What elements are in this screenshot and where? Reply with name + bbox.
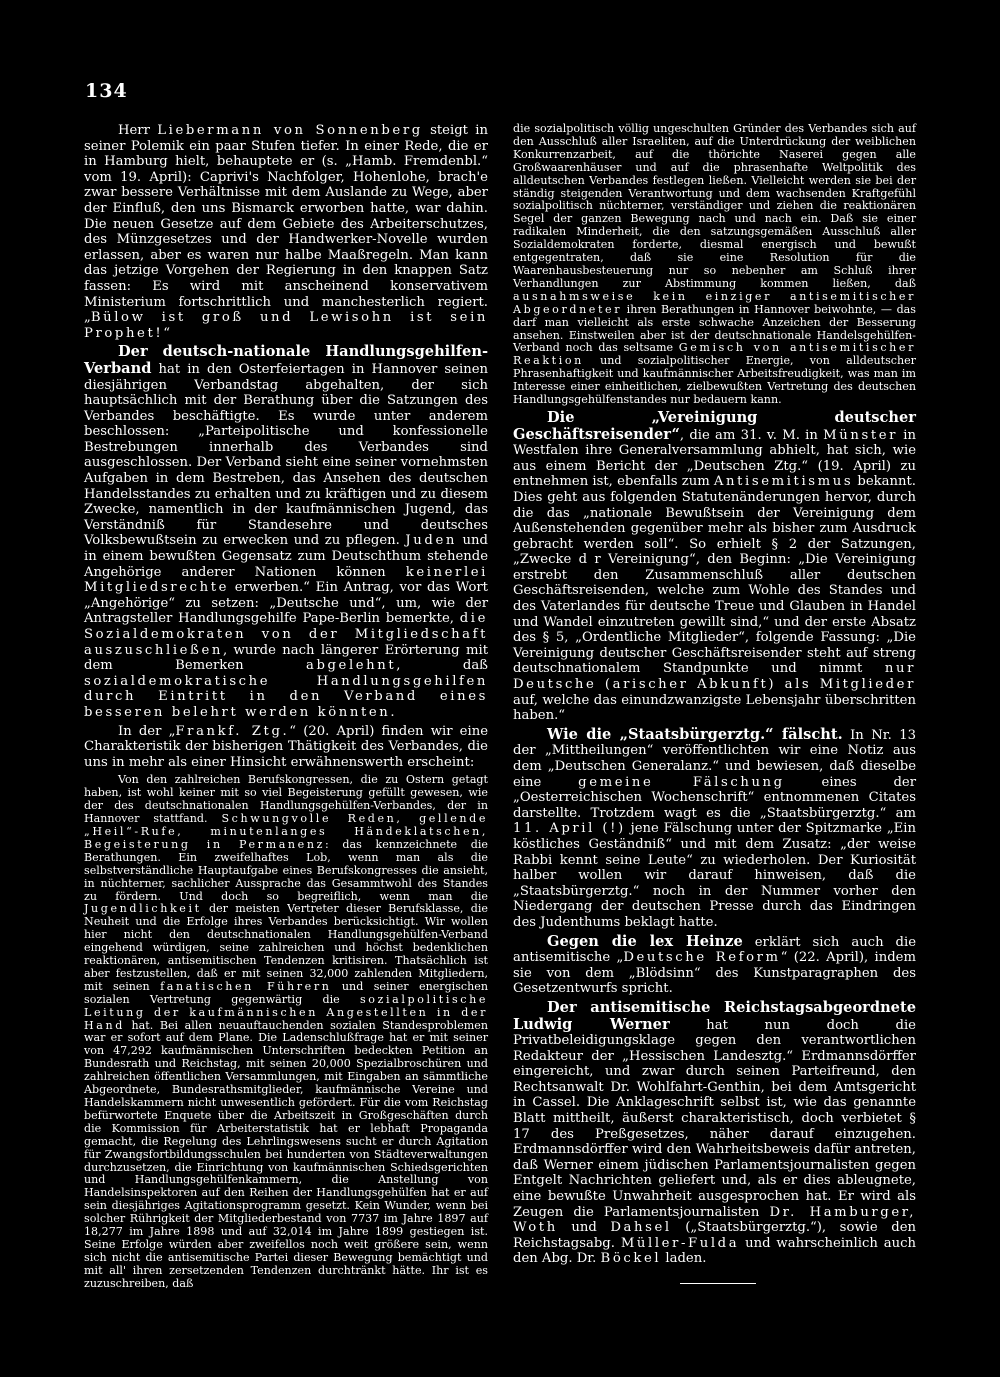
spaced-text: Böckel bbox=[600, 1251, 662, 1267]
text: und in einem bewußten Gegensatz zum Deutschthum stehende Angehörige anderer Nationen können bbox=[84, 533, 488, 580]
spaced-text: gemeine Fälschung bbox=[578, 774, 785, 790]
paragraph-geschaeftsreisende bbox=[513, 410, 916, 724]
spaced-text: fanatischen Führern bbox=[160, 979, 332, 993]
text: bekannt. Dies geht aus folgenden Statutenänderungen hervor, durch die das „nationale Bewußtsein der Vereinigung dem Außenstehenden gegenüber mehr als bisher zum Ausdruck gebracht werden soll“. So erhielt § 2 der Satzungen, „Zwecke d r Vereinigung“, den Beginn: „Die Vereinigung erstrebt den Zusammenschluß aller deutschen Geschäftsreisenden, welche zum Wohle des Standes und des Vaterlandes für deutsche Treue und Glauben in Handel und Wandel einzutreten gewillt sind,“ und der erste Absatz des § 5, „Ordentliche Mitglieder“, folgende Fassung: „Die Vereinigung deutscher Geschäftsreisender steht auf streng deutschnationalem Standpunkte und nimmt bbox=[513, 474, 916, 677]
paragraph-werner bbox=[513, 1000, 916, 1267]
text: ihren Berathungen in Hannover beiwohnte, — das darf man vielleicht als erste schwache Anzeichen der Besserung ansehen. Einstweilen aber ist der deutschnationale Handelsgehülfen-Verband noch das seltsame bbox=[513, 302, 916, 355]
spaced-text: die Sozialdemokraten von der Mitgliedschaft auszuschließen bbox=[84, 611, 488, 658]
text: hat. Bei allen neuauftauchenden sozialen Standesproblemen war er sofort auf dem Plane. Die Ladenschlußfrage hat er mit seiner von 47,292 kaufmännischen Unterschriften bedeckten Petition an Bundesrath und Reichstag, mit seinen 20,000 Spezialbroschüren und zahlreichen öffentlichen Versammlungen, mit Eingaben an sämmtliche Abgeordnete, Bundesrathsmitglieder, kaufmännische Vereine und Handelskammern nicht unwesentlich gefördert. Für die vom Reichstag befürwortete Enquete über die Arbeitszeit in Großgeschäften durch die Kommission für Arbeiterstatistik hat er lebhaft Propaganda gemacht, die Regelung des Lehrlingswesens sucht er durch Agitation für Zwangsfortbildungsschulen bei hunderten von Städteverwaltungen durchzusetzen, die Einrichtung von kaufmännischen Schiedsgerichten und Handlungsgehülfenkammern, die Anstellung von Handelsinspektoren auf den Reihen der Handlungsgehülfen hat er auf sein diesjähriges Agitationsprogramm gesetzt. Kein Wunder, wenn bei solcher Rührigkeit der Mitgliederbestand von 7737 im Jahre 1897 auf 18,277 im Jahre 1898 und auf 32,014 im Jahre 1899 gestiegen ist. Seine Erfolge würden aber zweifellos noch weit größere sein, wenn sich nicht die antisemitische Partei dieser Bewegung bemächtigt und mit all' ihren zersetzenden Tendenzen durchtränkt hätte. Ihr ist es zuzuschreiben, daß bbox=[84, 1018, 488, 1290]
spaced-text: Juden bbox=[405, 533, 457, 549]
text: : das kennzeichnete die Berathungen. Ein zweifelhaftes Lob, wenn man als die selbstverständliche Hauptaufgabe eines Berufskongresses die ansieht, in nüchterner, sachlicher Aussprache das Gesammtwohl des Standes zu fördern. Und doch so begreiflich, wenn man die bbox=[84, 837, 488, 903]
article-heading: Der deutsch-nationale Handlungsgehilfen-Verband bbox=[84, 343, 488, 377]
paragraph-staatsbuergerztg bbox=[513, 727, 916, 931]
text: “ bbox=[163, 325, 171, 341]
spaced-text: Dr. Hamburger, Woth bbox=[513, 1204, 917, 1236]
spaced-text: Dahsel bbox=[610, 1220, 672, 1236]
spaced-text: nur Deutsche (arischer Abkunft) als Mitglieder bbox=[513, 661, 916, 693]
spaced-text: sozialpolitische Leitung der kaufmännischen Angestellten in der Hand bbox=[84, 992, 488, 1032]
text: und sozialpolitischer Energie, von alldeutscher Phrasenhaftigkeit und kaufmännischer Arbeitsfreudigkeit, was man im Interesse einer einheitlichen, zielbewußten Vertretung des deutschen Handlungsgehülfenstandes nur bedauern kann. bbox=[513, 354, 916, 407]
article-heading: Gegen die lex Heinze bbox=[547, 932, 743, 950]
spaced-text: Müller-Fulda bbox=[620, 1235, 740, 1251]
text: die sozialpolitisch völlig ungeschulten Gründer des Verbandes sich auf den Ausschluß aller Israeliten, auf die Unterdrückung der weiblichen Konkurrenzarbeit, auf die thörichte Naserei gegen alle Großwaarenhäuser und auf die phrasenhafte Weltpolitik des alldeutschen Verbandes festlegen ließen. Vielleicht werden sie bei der ständig steigenden Verantwortung und dem wachsenden Kraftgefühl sozialpolitisch nüchterner, verständiger und ziehen die reaktionären Segel der ganzen Bewegung nach und nach ein. Daß sie einer radikalen Minderheit, die den satzungsgemäßen Ausschluß aller Sozialdemokraten forderte, diesmal energisch und bewußt entgegentraten, daß sie eine Resolution für die Waarenhausbesteuerung nur so nebenher am Schluß ihrer Verhandlungen zur Abstimmung kommen ließen, daß bbox=[513, 122, 916, 290]
text: der meisten Vertreter dieser Berufsklasse, die Neuheit und die Erfolge ihres Verbandes berücksichtigt. Wir wollen hier nicht den deutschnationalen Handlungsgehülfen-Verband eingehend würdigen, seine zahlreichen und höchst bedenklichen reaktionären, antisemitischen Tendenzen kritisiren. Thatsächlich ist aber festzustellen, daß er mit seinen 32,000 zahlenden Mitgliedern, mit seinen bbox=[84, 902, 488, 993]
text: , daß bbox=[396, 658, 488, 674]
spaced-text: keinerlei Mitgliedsrechte bbox=[84, 564, 488, 596]
text: („Staatsbürgerztg.“), sowie den Reichstagsabg. bbox=[513, 1220, 916, 1251]
left-column bbox=[84, 123, 488, 1294]
right-column bbox=[513, 123, 916, 1267]
paragraph-frankfurter bbox=[84, 724, 488, 771]
text: steigt in seiner Polemik ein paar Stufen tiefer. In einer Rede, die er in Hamburg hielt, behauptete er (s. „Hamb. Fremdenbl.“ vom 19. April): Caprivi's Nachfolger, Hohenlohe, brach'e zwar bessere Verhältnisse mit dem Auslande zu Wege, aber der Einfluß, den uns Bismarck erworben hatte, war dahin. Die neuen Gesetze auf dem Gebiete des Arbeiterschutzes, des Münzgesetzes und der Handwerker-Novelle wurden erlassen, aber es waren nur halbe Maaßregeln. Man kann das jetzige Vorgehen der Regierung in den knappen Satz fassen: Es wird mit anscheinend konservativem Ministerium fortschrittlich und manchesterlich regiert. „ bbox=[84, 123, 488, 326]
article-heading: Wie die „Staatsbürgerztg.“ fälscht. bbox=[547, 725, 843, 743]
block-quote bbox=[84, 774, 488, 1290]
spaced-text: Jugendlichkeit bbox=[84, 902, 202, 916]
paragraph-liebermann bbox=[84, 123, 488, 341]
text: In der „ bbox=[118, 723, 176, 739]
article-heading: Der antisemitische Reichstagsabgeordnete Ludwig Werner bbox=[513, 998, 916, 1033]
text: und seiner energischen sozialen Vertretung gegenwärtig die bbox=[84, 979, 488, 1006]
text: erklärt sich auch die antisemitische „ bbox=[513, 934, 916, 966]
spaced-text: 11. April (!) bbox=[513, 821, 626, 837]
spaced-text: abgelehnt bbox=[306, 658, 397, 674]
article-heading: Die „Vereinigung deutscher Geschäftsreisender“ bbox=[513, 408, 916, 443]
text: In Nr. 13 der „Mittheilungen“ veröffentlichten wir eine Notiz aus dem „Deutschen Generalanz.“ und bewiesen, daß dieselbe eine bbox=[513, 727, 916, 790]
text: und bbox=[557, 1220, 611, 1236]
text: , die am 31. v. M. in bbox=[679, 427, 824, 443]
spaced-text: Schwungvolle Reden, gellende „Heil“-Rufe, minutenlanges Händeklatschen, Begeisterung in Permanenz bbox=[84, 812, 489, 851]
text: hat nun doch die Privatbeleidigungsklage gegen den verantwortlichen Redakteur der „Hessischen Landesztg.“ Erdmannsdörffer eingereicht, und zwar durch seinen Parteifreund, den Rechtsanwalt Dr. Wohlfahrt-Genthin, bei dem Amtsgericht in Cassel. Die Anklageschrift selbst ist, wie das genannte Blatt mittheilt, äußerst charakteristisch, doch verbietet § 17 des Preßgesetzes, näher darauf einzugehen. Erdmannsdörffer wird den Wahrheitsbeweis dafür antreten, daß Werner einem jüdischen Parlamentsjournalisten gegen Entgelt Nachrichten geliefert und, als er dies ableugnete, eine bewußte Unwahrheit ausgesprochen hat. Er wird als Zeugen die Parlamentsjournalisten bbox=[513, 1017, 916, 1220]
text: auf, welche das einundzwanzigste Lebensjahr überschritten haben.“ bbox=[513, 692, 916, 724]
spaced-text: Liebermann von Sonnenberg bbox=[157, 123, 423, 138]
text: hat in den Osterfeiertagen in Hannover seinen diesjährigen Verbandstag abgehalten, der sich hauptsächlich mit der Berathung über die Satzungen des Verbandes beschäftigte. Es wurde unter anderem beschlossen: „Parteipolitische und konfessionelle Bestrebungen innerhalb des Verbandes sind ausgeschlossen. Der Verband sieht eine seiner vornehmsten Aufgaben in dem Bestreben, das Ansehen des deutschen Handelsstandes zu erhalten und zu kräftigen und zu diesem Zwecke, namentlich in der kaufmännischen Jugend, das Verständniß für Standesehre und deutsches Volksbewußtsein zu erwecken und zu pflegen. bbox=[84, 361, 488, 549]
text: Von den zahlreichen Berufskongressen, die zu Ostern getagt haben, ist wohl keiner mit so viel Begeisterung gefüllt gewesen, wie der des deutschnationalen Handlungsgehülfen-Verbandes, der in Hannover stattfand. bbox=[84, 773, 488, 826]
text: und wahrscheinlich auch den Abg. Dr. bbox=[513, 1235, 916, 1267]
spaced-text: Frankf. Ztg. bbox=[175, 723, 290, 739]
text: laden. bbox=[661, 1251, 707, 1267]
text: erwerben.“ Ein Antrag, vor das Wort „Angehörige“ zu setzen: „Deutsche und“, um, wie der Antragsteller Handlungsgehilfe Pape-Berlin bemerkte, bbox=[84, 580, 488, 627]
closing-rule bbox=[680, 1283, 756, 1284]
spaced-text: Gemisch von antisemitischer Reaktion bbox=[513, 341, 916, 368]
spaced-text: Deutsche Reform bbox=[623, 950, 781, 966]
text: eines der „Oesterreichischen Wochenschrift“ entnommenen Citates darstellte. Trotzdem wagt es die „Staatsbürgerztg.“ am bbox=[513, 774, 916, 821]
text: jene Fälschung unter der Spitzmarke „Ein köstliches Geständniß“ und mit dem Zusatz: „der weise Rabbi kennt seine Leute“ zu wiederholen. Der Kuriosität halber wollen wir darauf hinweisen, daß die „Staatsbürgerztg.“ noch in der Nummer vorher den Niedergang der deutschen Presse durch das Eindringen des Judenthums beklagt hatte. bbox=[513, 821, 917, 930]
text: Herr bbox=[118, 123, 158, 138]
spaced-text: sozialdemokratische Handlungsgehilfen durch Eintritt in den Verband eines besseren belehrt werden könnten. bbox=[84, 673, 488, 720]
spaced-text: Antisemitismus bbox=[713, 474, 854, 490]
spaced-text: Bülow ist groß und Lewisohn ist sein Prophet! bbox=[84, 310, 488, 341]
paragraph-lex-heinze bbox=[513, 934, 916, 997]
spaced-text: ausnahmsweise kein einziger antisemitischer Abgeordneter bbox=[513, 289, 916, 316]
spaced-text: Münster bbox=[823, 427, 899, 443]
page-number: 134 bbox=[85, 80, 128, 102]
text: in Westfalen ihre Generalversammlung abhielt, hat sich, wie aus einem Bericht der „Deutschen Ztg.“ (19. April) zu entnehmen ist, ebenfalls zum bbox=[513, 427, 916, 490]
text: “ (20. April) finden wir eine Charakteristik der bisherigen Thätigkeit des Verbandes, die uns in mehr als einer Hinsicht erwähnenswerth erscheint: bbox=[84, 723, 488, 770]
text: , wurde nach längerer Erörterung mit dem Bemerken bbox=[84, 642, 488, 674]
text: “ (22. April), indem sie von dem „Blödsinn“ des Kunstparagraphen des Gesetzentwurfs spricht. bbox=[513, 950, 916, 997]
paragraph-handlungsgehilfen bbox=[84, 344, 488, 720]
block-quote-continued bbox=[513, 123, 916, 407]
